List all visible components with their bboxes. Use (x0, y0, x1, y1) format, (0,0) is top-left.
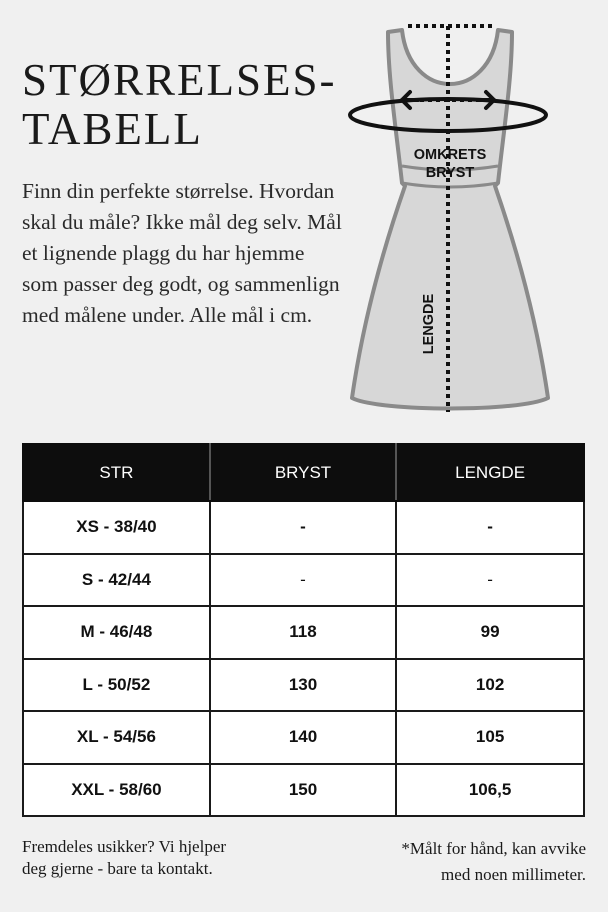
cell-length: - (396, 501, 584, 554)
cell-size: L - 50/52 (23, 659, 210, 712)
intro-text: Finn din perfekte størrelse. Hvordan skal du måle? Ikke mål deg selv. Mål et lignende plagg du har hjemme som passer deg godt, og sammenlign med målene under. Alle mål i cm. (22, 179, 342, 327)
dress-measurement-diagram (340, 18, 560, 423)
table-row (23, 659, 584, 712)
cell-length: 102 (396, 659, 584, 712)
dress-illustration (340, 18, 560, 423)
table-row (23, 711, 584, 764)
table-row (23, 606, 584, 659)
page-title (22, 56, 337, 154)
length-label: LENGDE (421, 293, 437, 355)
cell-chest: - (210, 554, 396, 607)
cell-size: XL - 54/56 (23, 711, 210, 764)
header-size: STR (23, 444, 210, 501)
measurement-disclaimer (401, 836, 586, 888)
title-line-1: STØRRELSES- (22, 55, 337, 105)
chest-label-line-1: OMKRETS (413, 147, 487, 163)
cell-chest: 118 (210, 606, 396, 659)
chest-label-line-2: BRYST (425, 165, 475, 181)
cell-length: - (396, 554, 584, 607)
table-row (23, 764, 584, 817)
cell-length: 106,5 (396, 764, 584, 817)
table-header-row (23, 444, 584, 501)
header-chest: BRYST (210, 444, 396, 501)
cell-size: XS - 38/40 (23, 501, 210, 554)
help-note-line-2: deg gjerne - bare ta kontakt. (22, 859, 213, 878)
title-line-2: TABELL (22, 104, 203, 154)
cell-chest: 150 (210, 764, 396, 817)
size-table (22, 443, 585, 817)
cell-size: M - 46/48 (23, 606, 210, 659)
cell-length: 99 (396, 606, 584, 659)
help-note (22, 836, 226, 880)
cell-chest: 130 (210, 659, 396, 712)
cell-chest: 140 (210, 711, 396, 764)
table-row (23, 554, 584, 607)
chest-label (400, 146, 500, 182)
header-length: LENGDE (396, 444, 584, 501)
cell-size: S - 42/44 (23, 554, 210, 607)
disclaimer-line-2: med noen millimeter. (441, 865, 586, 884)
disclaimer-line-1: *Målt for hånd, kan avvike (401, 839, 586, 858)
cell-chest: - (210, 501, 396, 554)
cell-size: XXL - 58/60 (23, 764, 210, 817)
cell-length: 105 (396, 711, 584, 764)
table-row (23, 501, 584, 554)
help-note-line-1: Fremdeles usikker? Vi hjelper (22, 837, 227, 856)
